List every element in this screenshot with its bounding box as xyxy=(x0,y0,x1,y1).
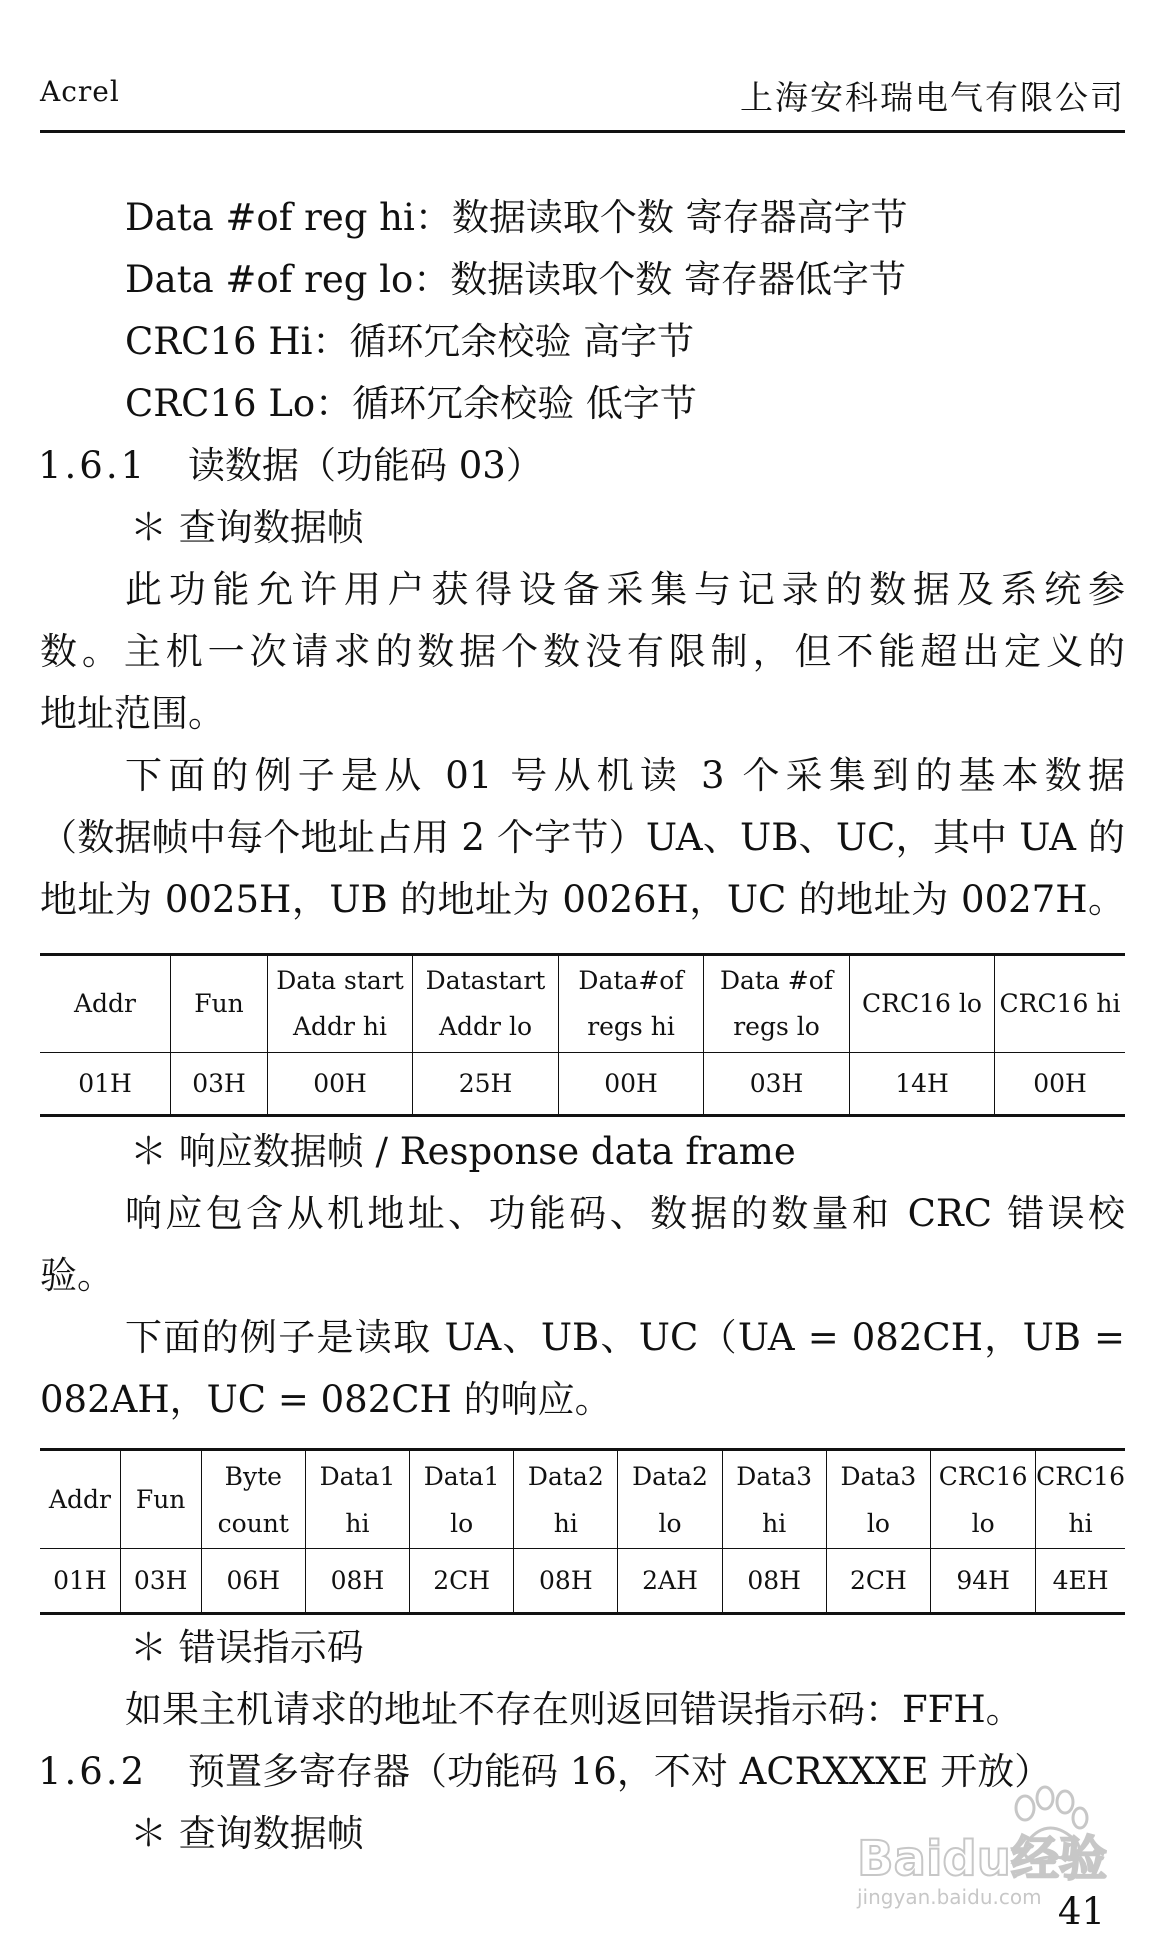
header-cell: Addr xyxy=(40,1450,120,1549)
def-crc-hi: CRC16 Hi：循环冗余校验 高字节 xyxy=(125,320,695,363)
section-number: 1.6.1 xyxy=(38,444,148,487)
header-cell: Data2 hi xyxy=(514,1450,618,1549)
table-cell: 14H xyxy=(850,1053,995,1116)
header-company: 上海安科瑞电气有限公司 xyxy=(740,78,1125,117)
section-title: 预置多寄存器（功能码 16，不对 ACRXXXE 开放） xyxy=(188,1750,1052,1793)
table-cell: 08H xyxy=(514,1549,618,1614)
table-cell: 25H xyxy=(413,1053,559,1116)
para2-line3: 地址为 0025H，UB 的地址为 0026H，UC 的地址为 0027H。 xyxy=(40,878,1125,921)
page-number: 41 xyxy=(1057,1890,1105,1933)
table-cell: 03H xyxy=(704,1053,850,1116)
header-cell: Data#of regs hi xyxy=(559,955,704,1053)
query-frame-heading: ＊ 查询数据帧 xyxy=(130,506,364,549)
header-cell: Fun xyxy=(171,955,268,1053)
table-row xyxy=(40,1549,1125,1614)
para1-line2: 数。主机一次请求的数据个数没有限制，但不能超出定义的 xyxy=(40,630,1125,673)
header-cell: Data1 lo xyxy=(409,1450,514,1549)
header-cell: Data1 hi xyxy=(306,1450,410,1549)
def-crc-lo: CRC16 Lo：循环冗余校验 低字节 xyxy=(125,382,697,425)
header-cell: CRC16 hi xyxy=(1036,1450,1125,1549)
table-cell: 4EH xyxy=(1036,1549,1125,1614)
table-cell: 08H xyxy=(306,1549,410,1614)
table-cell: 2CH xyxy=(826,1549,931,1614)
error-code-heading: ＊ 错误指示码 xyxy=(130,1626,364,1669)
para3-line2: 验。 xyxy=(40,1254,114,1297)
table-cell: 06H xyxy=(201,1549,306,1614)
header-cell: CRC16 lo xyxy=(931,1450,1036,1549)
table-cell: 03H xyxy=(171,1053,268,1116)
watermark-brand: Baidu经验 xyxy=(857,1831,1107,1887)
para4-line2: 082AH，UC = 082CH 的响应。 xyxy=(40,1378,612,1421)
header-cell: Data #of regs lo xyxy=(704,955,850,1053)
header-cell: Data start Addr hi xyxy=(268,955,413,1053)
header-cell: Data2 lo xyxy=(618,1450,723,1549)
para3-line1: 响应包含从机地址、功能码、数据的数量和 CRC 错误校 xyxy=(125,1192,1125,1235)
header-cell: Byte count xyxy=(201,1450,306,1549)
para2-line2: （数据帧中每个地址占用 2 个字节）UA、UB、UC，其中 UA 的 xyxy=(40,816,1125,859)
para4-line1: 下面的例子是读取 UA、UB、UC（UA = 082CH，UB = xyxy=(125,1316,1125,1359)
table-cell: 2AH xyxy=(618,1549,723,1614)
table-row xyxy=(40,1053,1125,1116)
header-brand: Acrel xyxy=(40,75,120,108)
def-reg-lo: Data #of reg lo：数据读取个数 寄存器低字节 xyxy=(125,258,907,301)
section-1-6-1 xyxy=(38,446,543,486)
section-title: 读数据（功能码 03） xyxy=(188,444,543,487)
table-cell: 03H xyxy=(120,1549,201,1614)
query-table xyxy=(40,953,1125,1117)
def-reg-hi: Data #of reg hi：数据读取个数 寄存器高字节 xyxy=(125,196,908,239)
query-frame-heading-2: ＊ 查询数据帧 xyxy=(130,1812,364,1855)
table-cell: 00H xyxy=(995,1053,1126,1116)
para1-line1: 此功能允许用户获得设备采集与记录的数据及系统参 xyxy=(125,568,1125,611)
watermark-url: jingyan.baidu.com xyxy=(857,1885,1042,1909)
table-cell: 00H xyxy=(559,1053,704,1116)
table-cell: 01H xyxy=(78,1069,132,1098)
table-cell: 00H xyxy=(268,1053,413,1116)
header-cell: CRC16 lo xyxy=(850,955,995,1053)
header-cell: Fun xyxy=(120,1450,201,1549)
error-code-para: 如果主机请求的地址不存在则返回错误指示码：FFH。 xyxy=(125,1688,1023,1731)
header-cell: Datastart Addr lo xyxy=(413,955,559,1053)
table-header-row xyxy=(40,1450,1125,1549)
section-number: 1.6.2 xyxy=(38,1750,148,1793)
header-rule xyxy=(40,130,1125,133)
response-table xyxy=(40,1448,1125,1615)
table-cell: 01H xyxy=(53,1566,107,1595)
response-frame-heading: ＊ 响应数据帧 / Response data frame xyxy=(130,1130,796,1173)
table-header-row xyxy=(40,955,1125,1053)
para1-line3: 地址范围。 xyxy=(40,692,225,735)
header-cell: Addr xyxy=(40,955,171,1053)
header-cell: Data3 hi xyxy=(722,1450,826,1549)
header-cell: CRC16 hi xyxy=(995,955,1126,1053)
table-cell: 94H xyxy=(931,1549,1036,1614)
table-cell: 08H xyxy=(722,1549,826,1614)
header-cell: Data3 lo xyxy=(826,1450,931,1549)
para2-line1: 下面的例子是从 01 号从机读 3 个采集到的基本数据 xyxy=(125,754,1125,797)
table-cell: 2CH xyxy=(409,1549,514,1614)
